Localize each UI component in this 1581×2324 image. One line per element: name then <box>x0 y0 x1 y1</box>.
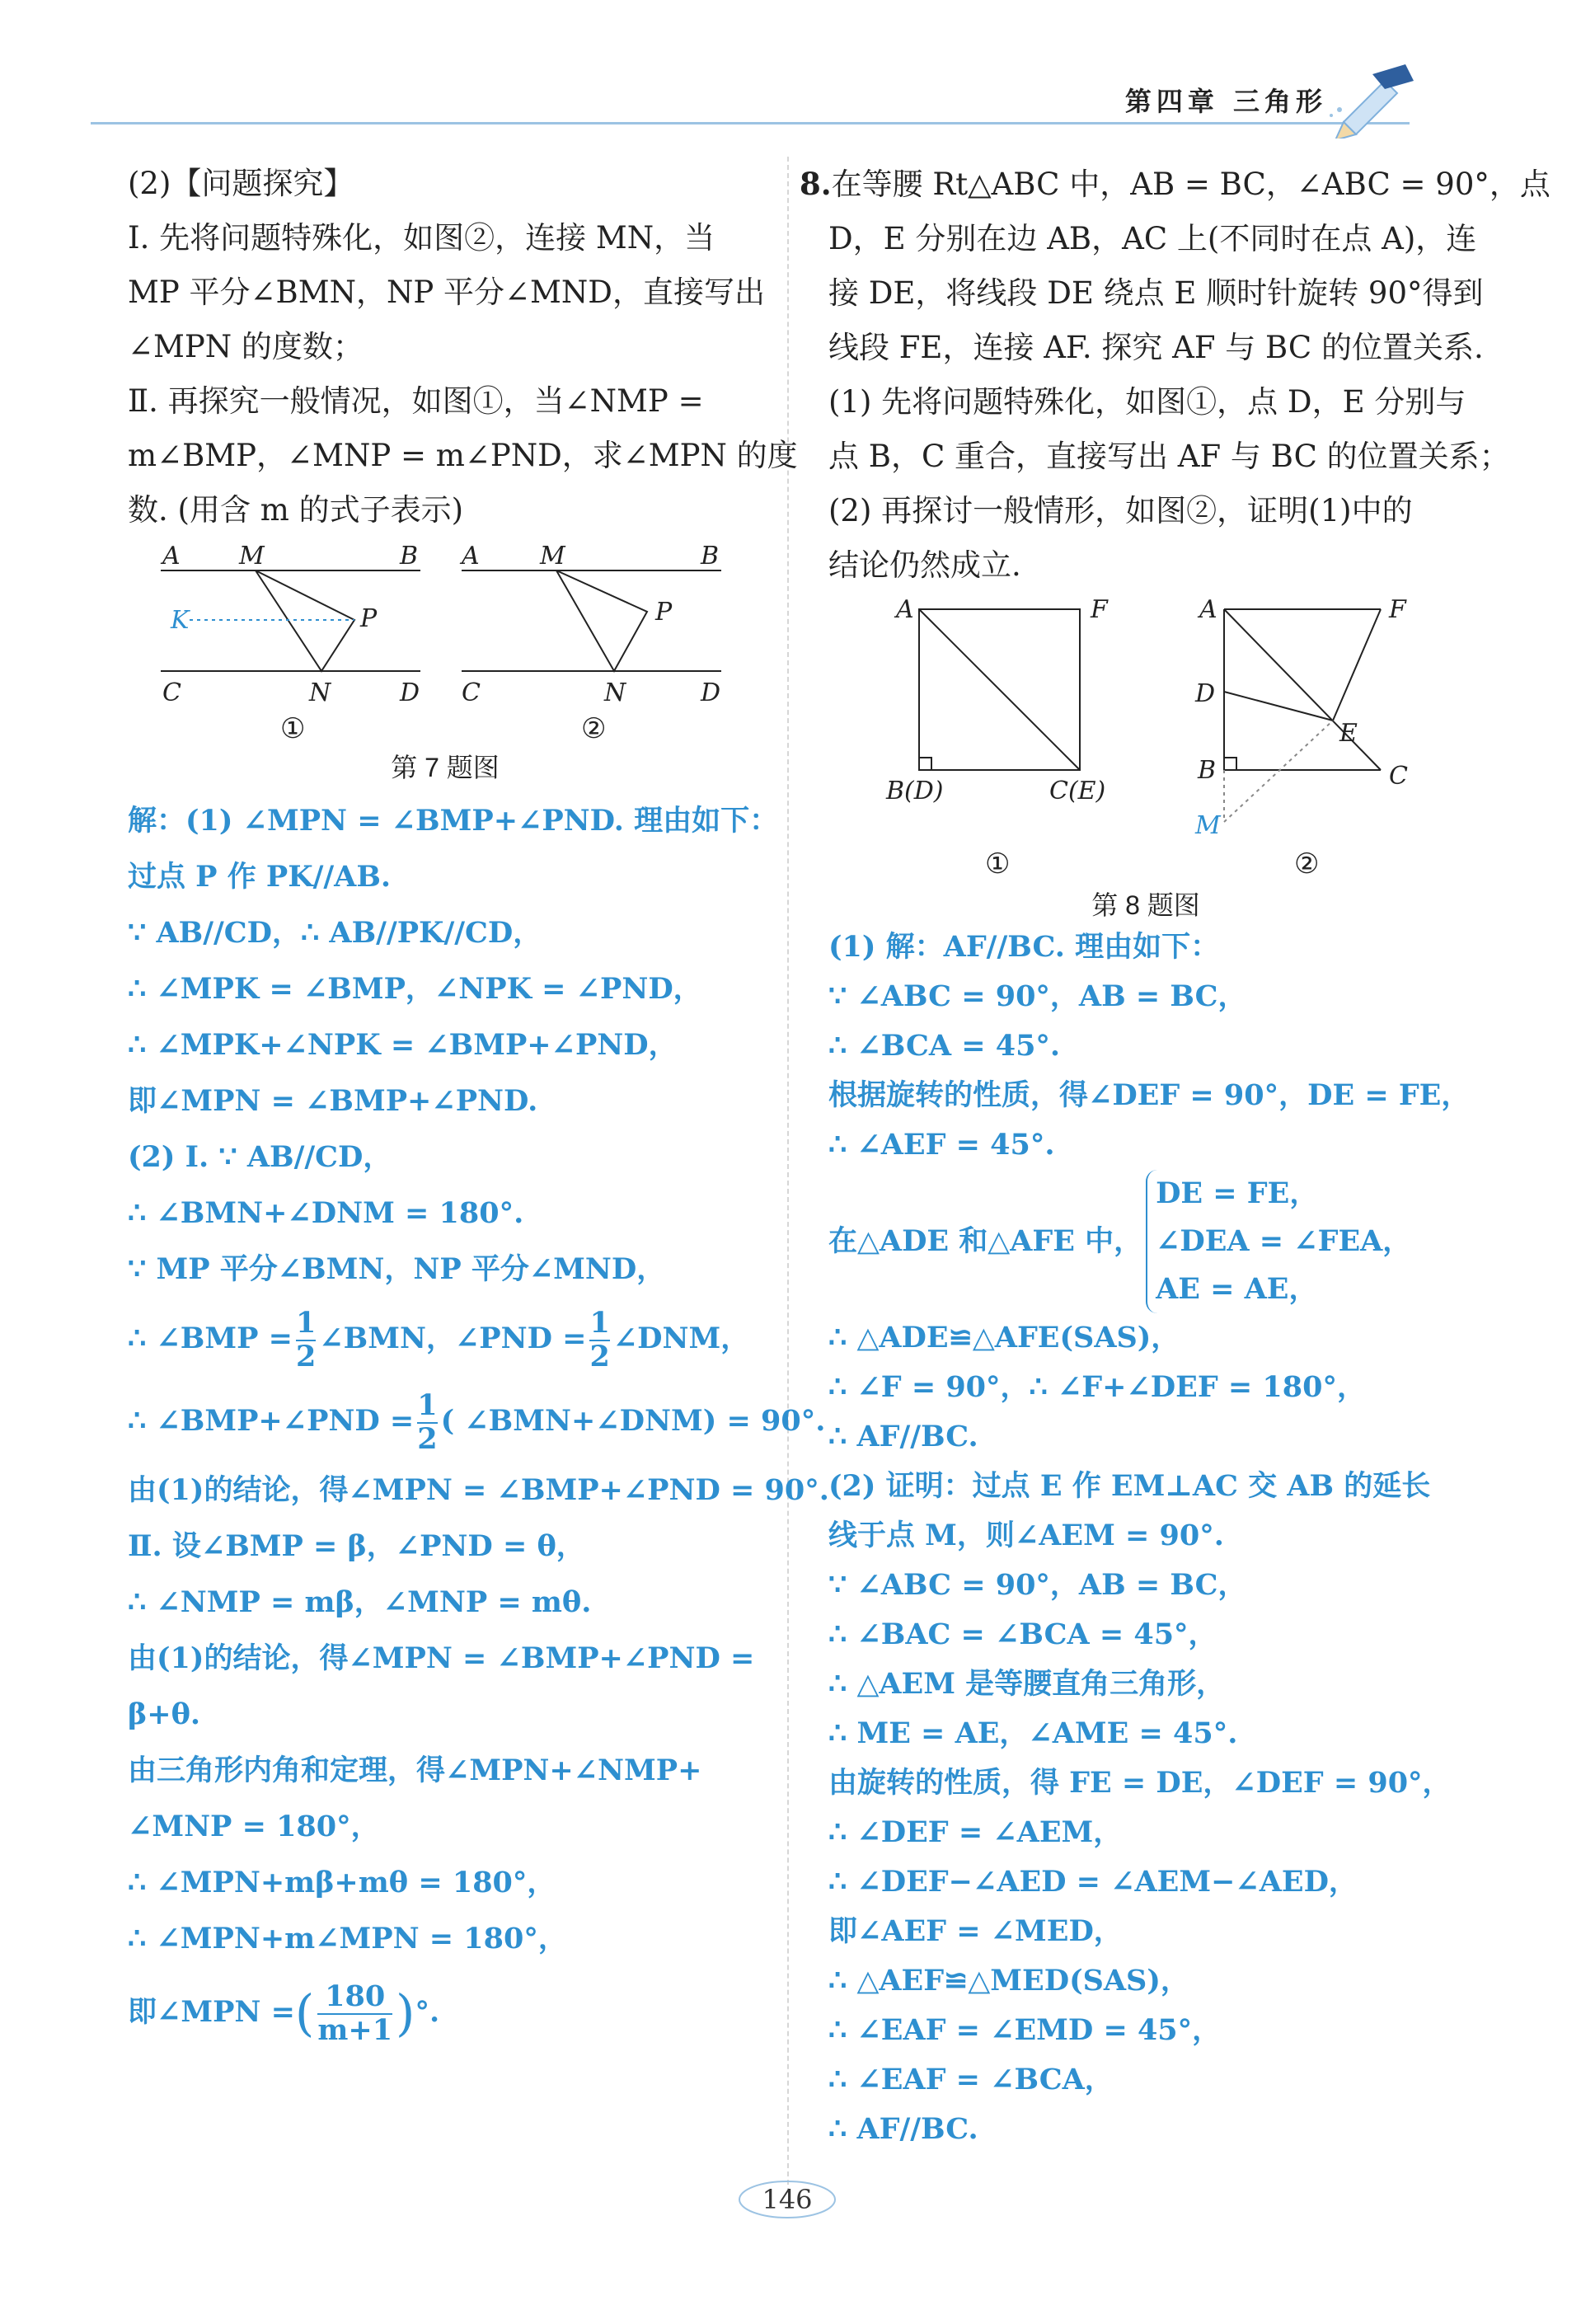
solution-line: 解：(1) ∠MPN = ∠BMP+∠PND. 理由如下： <box>128 804 779 838</box>
page-number: 146 <box>734 2176 841 2223</box>
label-d: D <box>1195 679 1216 708</box>
line-me <box>1224 721 1333 822</box>
label-c: C <box>462 678 481 707</box>
label-f: F <box>1091 595 1108 624</box>
solution-line: ∴ ∠MPN+m∠MPN = 180°， <box>128 1922 567 1955</box>
q7-line: MP 平分∠BMN，NP 平分∠MND，直接写出 <box>128 275 765 310</box>
triangle-mpn <box>556 570 647 671</box>
chapter-title: 第四章 三角形 <box>1124 86 1327 117</box>
q7-line: Ⅱ. 再探究一般情况，如图①，当∠NMP = <box>128 383 704 419</box>
solution-line: ∴ ∠MPK = ∠BMP，∠NPK = ∠PND， <box>128 972 702 1006</box>
solution-line: 由(1)的结论，得∠MPN = ∠BMP+∠PND = <box>128 1641 755 1675</box>
solution-line: 根据旋转的性质，得∠DEF = 90°，DE = FE， <box>828 1078 1471 1112</box>
label-e: E <box>1339 719 1358 748</box>
solution-line: ∴ ∠EAF = ∠BCA， <box>828 2063 1114 2096</box>
solution-line: ∴ ∠AEF = 45°. <box>828 1128 1055 1162</box>
q7-figure-caption: 第 7 题图 <box>391 753 500 782</box>
right-column <box>800 157 1551 2154</box>
q8-line: (2) 再探讨一般情形，如图②，证明(1)中的 <box>828 493 1413 528</box>
label-n: N <box>604 678 626 707</box>
solution-line: (2) Ⅰ. ∵ AB//CD， <box>128 1140 392 1174</box>
pencil-cap-icon <box>1327 64 1418 139</box>
solution-line: 线于点 M，则∠AEM = 90°. <box>828 1519 1224 1552</box>
right-angle-mark <box>1224 758 1236 770</box>
solution-line: ∵ MP 平分∠BMN，NP 平分∠MND， <box>128 1252 666 1286</box>
solution-line: ∴ AF//BC. <box>828 1420 978 1453</box>
solution-line: ∵ ∠ABC = 90°，AB = BC， <box>828 1568 1247 1602</box>
q8-line: (1) 先将问题特殊化，如图①，点 D，E 分别与 <box>828 384 1466 420</box>
label-c: C <box>1389 762 1408 791</box>
fig-label-2: ② <box>581 712 607 745</box>
solution-line: ∵ AB//CD，∴ AB//PK//CD， <box>128 916 542 950</box>
label-n: N <box>309 678 331 707</box>
solution-line: ∴ △ADE≌△AFE(SAS)， <box>828 1321 1180 1354</box>
solution-line: 即∠MPN = ∠BMP+∠PND. <box>128 1084 538 1118</box>
solution-line: ∴ ∠BAC = ∠BCA = 45°， <box>828 1617 1217 1651</box>
solution-system: 在△ADE 和△AFE 中， DE = FE， ∠DEA = ∠FEA， AE = AE， <box>828 1170 1463 1313</box>
solution-half-line: ∴ ∠BMP = $\frac{1}{2}$ ∠BMN，∠PND = $\frac{1}{2}$ ∠DNM， <box>128 1306 750 1373</box>
solution-line: Ⅱ. 设∠BMP = β，∠PND = θ， <box>128 1529 585 1563</box>
solution-line: ∵ ∠ABC = 90°，AB = BC， <box>828 979 1247 1013</box>
solution-line: ∴ AF//BC. <box>828 2112 978 2146</box>
solution-line: ∠MNP = 180°， <box>128 1810 380 1843</box>
solution-line: (1) 解：AF//BC. 理由如下： <box>828 930 1220 964</box>
label-b: B <box>701 542 720 570</box>
q8-line: 结论仍然成立. <box>828 547 1021 583</box>
fig-label-1: ① <box>985 847 1011 880</box>
solution-line: ∴ ∠MPK+∠NPK = ∠BMP+∠PND， <box>128 1028 678 1062</box>
fig-label-1: ① <box>280 712 306 745</box>
q8-figure-caption: 第 8 题图 <box>1091 890 1200 920</box>
label-m: M <box>540 542 565 570</box>
label-f: F <box>1389 595 1406 624</box>
q8-line: 点 B，C 重合，直接写出 AF 与 BC 的位置关系； <box>828 439 1510 474</box>
header-rule <box>91 122 1410 124</box>
q8-line: 线段 FE，连接 AF. 探究 AF 与 BC 的位置关系. <box>828 330 1484 365</box>
label-k: K <box>171 606 190 635</box>
solution-line: ∴ ∠EAF = ∠EMD = 45°， <box>828 2013 1222 2047</box>
solution-line: ∴ ∠NMP = mβ，∠MNP = mθ. <box>128 1585 592 1619</box>
solution-line: β+θ. <box>128 1697 201 1731</box>
solution-line: ∴ ∠BMN+∠DNM = 180°. <box>128 1196 524 1230</box>
right-angle-mark <box>919 758 931 770</box>
solution-line: (2) 证明：过点 E 作 EM⊥AC 交 AB 的延长 <box>828 1469 1431 1503</box>
label-b: B <box>1198 756 1217 785</box>
solution-line: 由三角形内角和定理，得∠MPN+∠NMP+ <box>128 1754 702 1787</box>
q8-line: 8.在等腰 Rt△ABC 中，AB = BC，∠ABC = 90°，点 <box>800 166 1551 202</box>
solution-line: ∴ ∠F = 90°，∴ ∠F+∠DEF = 180°， <box>828 1370 1366 1404</box>
solution-line: 过点 P 作 PK//AB. <box>128 860 392 894</box>
line-de <box>1224 692 1333 721</box>
label-m: M <box>239 542 265 570</box>
solution-line: 即∠AEF = ∠MED， <box>828 1914 1123 1948</box>
line-fe <box>1333 609 1381 721</box>
q7-line: ∠MPN 的度数； <box>128 329 364 364</box>
solution-line: ∴ ∠DEF−∠AED = ∠AEM−∠AED， <box>828 1865 1358 1899</box>
label-ce: C(E) <box>1049 777 1106 805</box>
label-a: A <box>896 595 914 624</box>
solution-line: 由(1)的结论，得∠MPN = ∠BMP+∠PND = 90°. <box>128 1473 829 1507</box>
solution-final-line: 即∠MPN =( $\frac{180}{m+1}$ )°. <box>128 1979 440 2047</box>
solution-line: ∴ △AEM 是等腰直角三角形， <box>828 1667 1226 1701</box>
solution-line: ∴ ∠DEF = ∠AEM， <box>828 1815 1123 1849</box>
label-d: D <box>400 678 420 707</box>
label-p: P <box>655 598 673 627</box>
fig-label-2: ② <box>1294 847 1320 880</box>
q8-figures <box>828 593 1463 923</box>
q8-line: D，E 分别在边 AB，AC 上(不同时在点 A)，连 <box>828 221 1477 256</box>
label-a: A <box>462 542 480 570</box>
label-a: A <box>1199 595 1217 624</box>
solution-line: ∴ ∠BCA = 45°. <box>828 1029 1061 1063</box>
q7-line: Ⅰ. 先将问题特殊化，如图②，连接 MN，当 <box>128 220 715 256</box>
left-column <box>128 157 829 2059</box>
label-b: B <box>400 542 419 570</box>
q7-line: m∠BMP，∠MNP = m∠PND，求∠MPN 的度 <box>128 438 798 473</box>
q7-part2-label: (2)【问题探究】 <box>128 166 354 201</box>
q7-figures <box>128 538 762 785</box>
solution-line: ∴ ME = AE，∠AME = 45°. <box>828 1716 1238 1750</box>
solution-line: ∴ △AEF≌△MED(SAS)， <box>828 1964 1189 1998</box>
diagonal-ac <box>919 609 1080 770</box>
solution-line: 由旋转的性质，得 FE = DE，∠DEF = 90°， <box>828 1766 1452 1800</box>
q7-line: 数. (用含 m 的式子表示) <box>128 492 463 528</box>
label-p: P <box>360 604 378 633</box>
label-c: C <box>162 678 181 707</box>
label-d: D <box>701 678 721 707</box>
q8-line: 接 DE，将线段 DE 绕点 E 顺时针旋转 90°得到 <box>828 275 1484 311</box>
label-a: A <box>162 542 181 570</box>
label-bd: B(D) <box>886 777 944 805</box>
page-header <box>91 73 1451 139</box>
solution-line: ∴ ∠MPN+mβ+mθ = 180°， <box>128 1866 556 1899</box>
solution-half-line-2: ∴ ∠BMP+∠PND = $\frac{1}{2}$ ( ∠BMN+∠DNM) = 90°. <box>128 1388 826 1456</box>
label-m: M <box>1195 811 1221 840</box>
